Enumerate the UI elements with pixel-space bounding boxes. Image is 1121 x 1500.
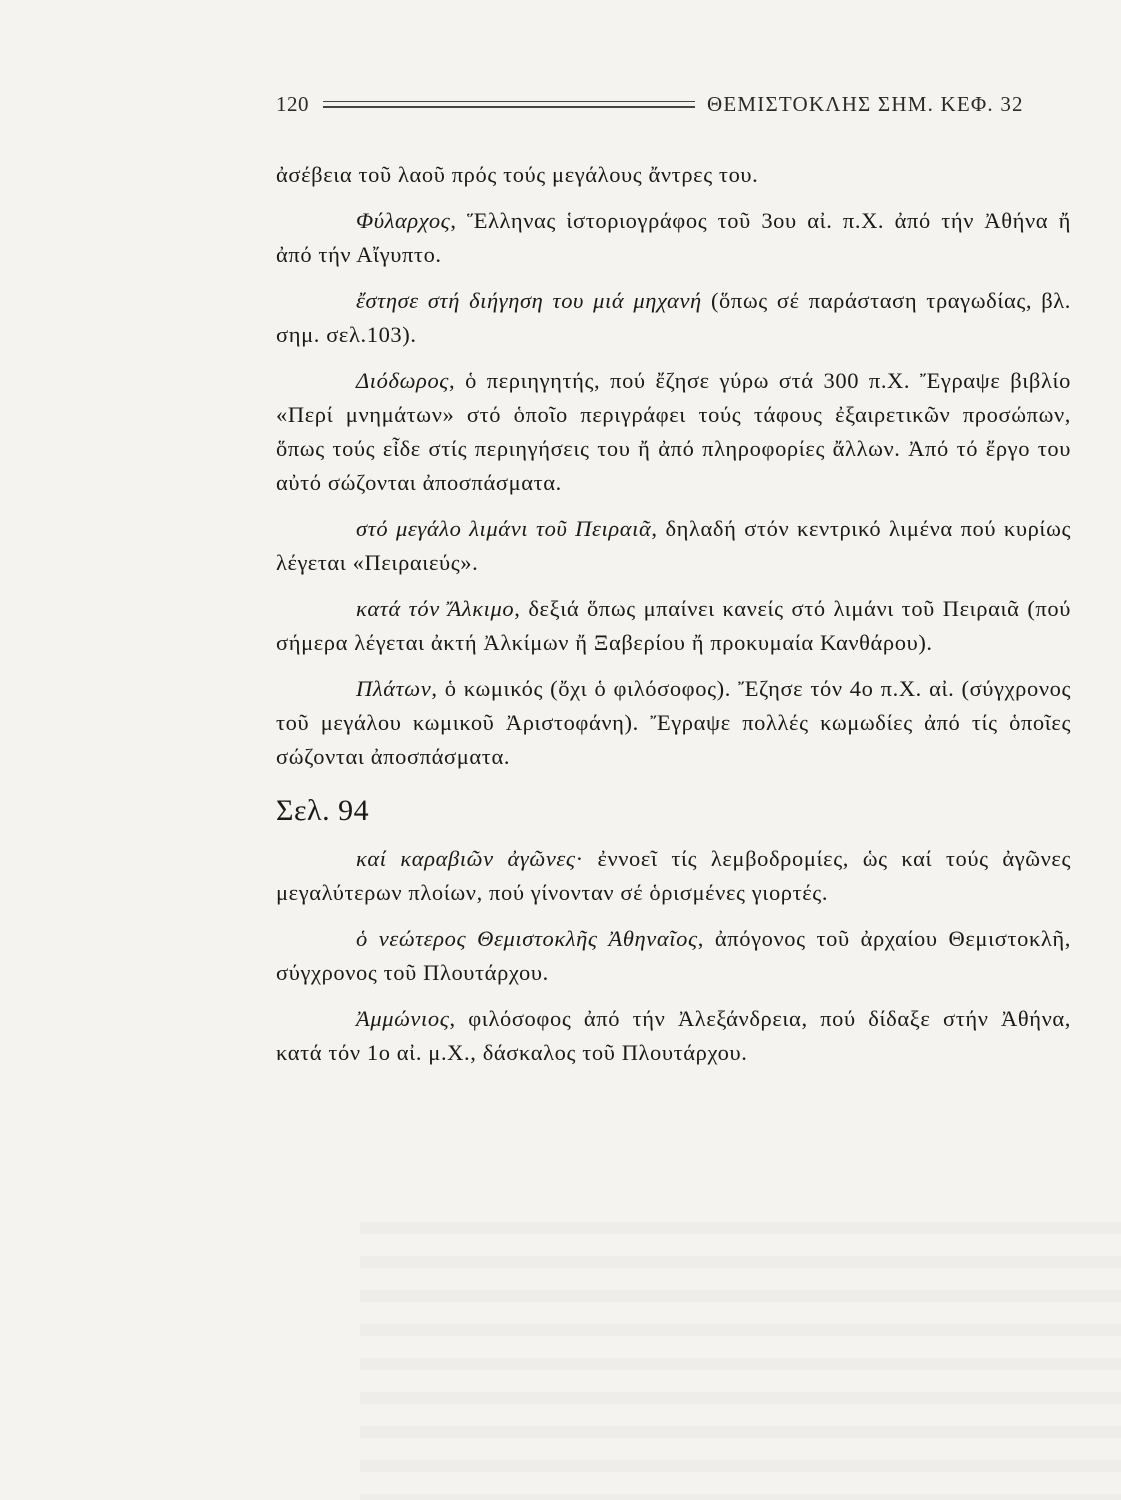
paragraph: Διόδωρος, ὁ περιηγητής, πού ἔζησε γύρω στά 300 π.Χ. Ἔγραψε βιβλίο «Περί μνημάτων» στό ὁποῖο περιγράφει τούς τάφους ἐξαιρετικῶν προσώπων, ὅπως τούς εἶδε στίς περιηγήσεις του ἤ ἀπό πληροφορίες ἄλλων. Ἀπό τό ἔργο του αὐτό σώζονται ἀποσπάσματα. [276, 368, 1071, 495]
paragraph: κατά τόν Ἄλκιμο, δεξιά ὅπως μπαίνει κανείς στό λιμάνι τοῦ Πειραιᾶ (πού σήμερα λέγεται ἀκτή Ἀλκίμων ἤ Ξαβερίου ἤ προκυμαία Κανθάρου). [276, 596, 1071, 655]
section-heading: Σελ. 94 [276, 794, 370, 827]
body-text [276, 158, 1071, 1082]
page-number: 120 [276, 91, 309, 116]
paragraph: ἔστησε στή διήγηση του μιά μηχανή (ὅπως σέ παράσταση τραγωδίας, βλ. σημ. σελ.103). [276, 288, 1071, 347]
paragraph: ὁ νεώτερος Θεμιστοκλῆς Ἀθηναῖος, ἀπόγονος τοῦ ἀρχαίου Θεμιστοκλῆ, σύγχρονος τοῦ Πλουτάρχου. [276, 926, 1071, 985]
paragraph: Ἀμμώνιος, φιλόσοφος ἀπό τήν Ἀλεξάνδρεια, πού δίδαξε στήν Ἀθήνα, κατά τόν 1ο αἰ. μ.Χ., δάσκαλος τοῦ Πλουτάρχου. [276, 1006, 1071, 1065]
running-header [276, 92, 1071, 116]
header-rule [323, 101, 695, 108]
paragraph: Πλάτων, ὁ κωμικός (ὄχι ὁ φιλόσοφος). Ἔζησε τόν 4ο π.Χ. αἰ. (σύγχρονος τοῦ μεγάλου κωμικοῦ Ἀριστοφάνη). Ἔγραψε πολλές κωμωδίες ἀπό τίς ὁποῖες σώζονται ἀποσπάσματα. [276, 676, 1071, 769]
running-title: ΘΕΜΙΣΤΟΚΛΗΣ ΣΗΜ. ΚΕΦ. 32 [707, 91, 1024, 116]
paragraph: στό μεγάλο λιμάνι τοῦ Πειραιᾶ, δηλαδή στόν κεντρικό λιμένα πού κυρίως λέγεται «Πειραιεύς». [276, 516, 1072, 575]
bleed-through [360, 1200, 1121, 1500]
paragraph: Φύλαρχος, Ἕλληνας ἱστοριογράφος τοῦ 3ου αἰ. π.Χ. ἀπό τήν Ἀθήνα ἤ ἀπό τήν Αἴγυπτο. [276, 208, 1071, 267]
paragraph: καί καραβιῶν ἀγῶνες· ἐννοεῖ τίς λεμβοδρομίες, ὡς καί τούς ἀγῶνες μεγαλύτερων πλοίων, πού γίνονταν σέ ὁρισμένες γιορτές. [276, 846, 1071, 905]
paragraph: ἀσέβεια τοῦ λαοῦ πρός τούς μεγάλους ἄντρες του. [276, 162, 759, 187]
